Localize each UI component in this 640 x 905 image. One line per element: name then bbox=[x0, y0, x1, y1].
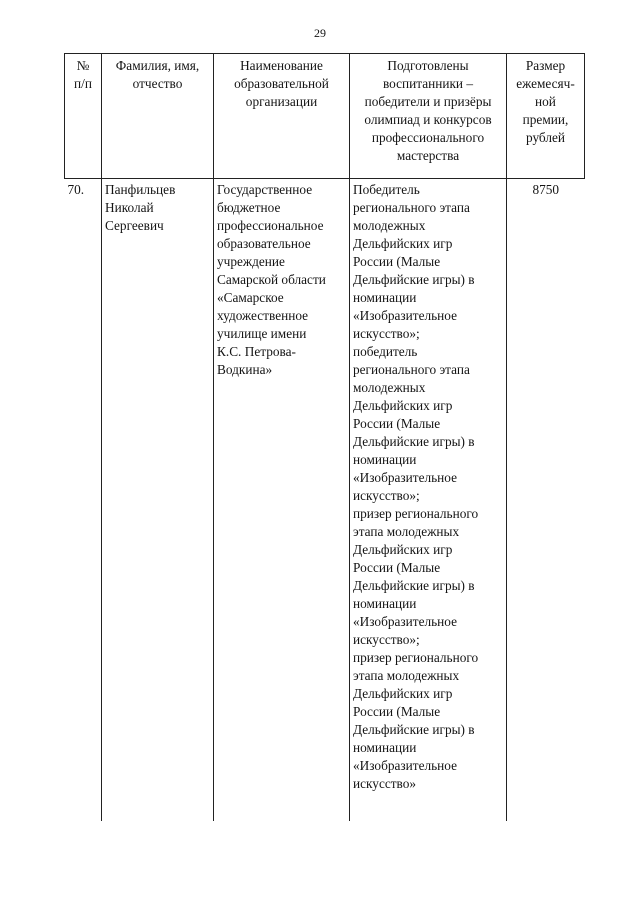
text-line: победитель bbox=[353, 344, 418, 359]
text-line: «Изобразительное bbox=[353, 470, 457, 485]
text-line: профессиональное bbox=[217, 218, 324, 233]
text-line: Самарской области bbox=[217, 272, 326, 287]
text-line: воспитанники – bbox=[382, 76, 474, 91]
text-line: регионального этапа bbox=[353, 362, 470, 377]
text-line: Дельфийские игры) в bbox=[353, 272, 475, 287]
text-line: бюджетное bbox=[217, 200, 281, 215]
text-line: Сергеевич bbox=[105, 218, 164, 233]
text-line: Наименование bbox=[240, 58, 323, 73]
text-line: профессионального bbox=[371, 130, 485, 145]
text-line: России (Малые bbox=[353, 704, 441, 719]
text-line: Николай bbox=[105, 200, 154, 215]
awards-table bbox=[64, 53, 585, 821]
row-number: 70. bbox=[65, 179, 102, 822]
table-header-row bbox=[65, 54, 585, 179]
text-line: молодежных bbox=[353, 218, 426, 233]
table-row bbox=[65, 179, 585, 822]
text-line: Водкина» bbox=[217, 362, 273, 377]
text-line: искусство»; bbox=[353, 326, 420, 341]
text-line: Размер bbox=[525, 58, 566, 73]
text-line: номинации bbox=[353, 740, 417, 755]
text-line: рублей bbox=[525, 130, 566, 145]
text-line: «Изобразительное bbox=[353, 758, 457, 773]
text-line: ной bbox=[535, 94, 556, 109]
text-line: Дельфийских игр bbox=[353, 686, 453, 701]
text-line: призер регионального bbox=[353, 650, 479, 665]
text-line: Дельфийские игры) в bbox=[353, 722, 475, 737]
text-line: Государственное bbox=[217, 182, 313, 197]
text-line: этапа молодежных bbox=[353, 524, 460, 539]
text-line: учреждение bbox=[217, 254, 285, 269]
text-line: России (Малые bbox=[353, 254, 441, 269]
text-line: Дельфийские игры) в bbox=[353, 434, 475, 449]
text-line: номинации bbox=[353, 596, 417, 611]
header-number bbox=[65, 54, 102, 179]
text-line: России (Малые bbox=[353, 560, 441, 575]
text-line: Победитель bbox=[353, 182, 420, 197]
text-line: мастерства bbox=[396, 148, 460, 163]
text-line: премии, bbox=[522, 112, 569, 127]
text-line: «Изобразительное bbox=[353, 614, 457, 629]
header-organization bbox=[214, 54, 350, 179]
text-line: Дельфийские игры) в bbox=[353, 578, 475, 593]
text-line: призер регионального bbox=[353, 506, 479, 521]
text-line: искусство»; bbox=[353, 488, 420, 503]
text-line: Панфильцев bbox=[105, 182, 176, 197]
text-line: образовательное bbox=[217, 236, 311, 251]
text-line: № bbox=[76, 58, 90, 73]
text-line: п/п bbox=[74, 76, 92, 91]
row-organization bbox=[214, 179, 350, 822]
text-line: организации bbox=[245, 94, 318, 109]
text-line: олимпиад и конкурсов bbox=[364, 112, 492, 127]
text-line: России (Малые bbox=[353, 416, 441, 431]
text-line: «Самарское bbox=[217, 290, 284, 305]
text-line: образовательной bbox=[234, 76, 329, 91]
text-line: «Изобразительное bbox=[353, 308, 457, 323]
text-line: этапа молодежных bbox=[353, 668, 460, 683]
text-line: Дельфийских игр bbox=[353, 398, 453, 413]
text-line: Фамилия, имя, bbox=[115, 58, 200, 73]
page-number: 29 bbox=[314, 26, 326, 40]
text-line: отчество bbox=[132, 76, 183, 91]
row-prize-amount: 8750 bbox=[507, 179, 585, 822]
text-line: молодежных bbox=[353, 380, 426, 395]
text-line: номинации bbox=[353, 452, 417, 467]
text-line: ежемесяч- bbox=[516, 76, 575, 91]
text-line: победители и призёры bbox=[364, 94, 492, 109]
text-line: Дельфийских игр bbox=[353, 542, 453, 557]
row-achievements bbox=[350, 179, 507, 822]
text-line: художественное bbox=[217, 308, 309, 323]
text-line: Подготовлены bbox=[387, 58, 469, 73]
text-line: номинации bbox=[353, 290, 417, 305]
header-full-name bbox=[102, 54, 214, 179]
text-line: училище имени bbox=[217, 326, 307, 341]
header-achievements bbox=[350, 54, 507, 179]
text-line: К.С. Петрова- bbox=[217, 344, 296, 359]
text-line: Дельфийских игр bbox=[353, 236, 453, 251]
header-prize-amount bbox=[507, 54, 585, 179]
text-line: искусство» bbox=[353, 776, 417, 791]
text-line: регионального этапа bbox=[353, 200, 470, 215]
row-full-name bbox=[102, 179, 214, 822]
text-line: искусство»; bbox=[353, 632, 420, 647]
